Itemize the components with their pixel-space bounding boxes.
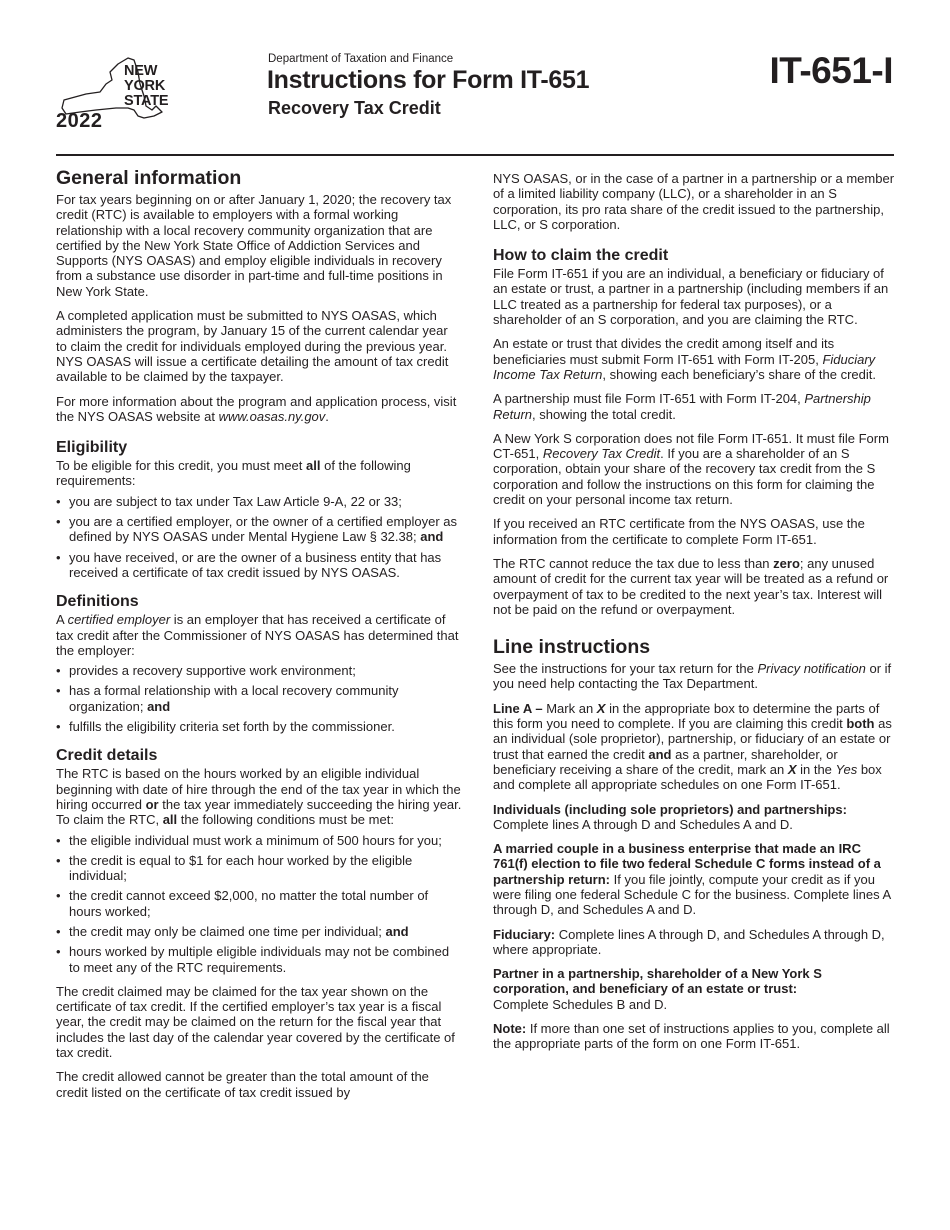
general-paragraph-3	[56, 394, 462, 425]
header-divider	[56, 154, 894, 156]
claim-p3-form: Partnership Return	[493, 391, 871, 422]
credit-intro-mid: the tax year immediately succeeding the hiring year. To claim the RTC,	[56, 796, 462, 828]
credit-intro-end: the following conditions must be met:	[177, 812, 394, 828]
claim-paragraph-2	[493, 336, 898, 382]
claim-p2-text: An estate or trust that divides the credit among itself and its beneficiaries must submit Form IT-651 with Form IT-205,	[493, 336, 835, 367]
married-couple-instructions	[493, 841, 898, 917]
credit-intro	[56, 766, 462, 827]
list-item: • you are subject to tax under Tax Law Article 9-A, 22 or 33;	[56, 494, 462, 509]
document-header	[0, 0, 950, 160]
list-item: • hours worked by multiple eligible individuals may not be combined to meet any of the RTC requirements.	[56, 944, 462, 975]
claim-p6-end: ; any unused amount of credit for the current tax year will be treated as a refund or overpayment of tax to be credited to the next year’s tax. Interest will not be paid on the refund or overpayment.	[493, 555, 889, 617]
definitions-list	[56, 663, 462, 734]
line-a-text-5: in the	[796, 761, 836, 777]
partner-label: Partner in a partnership, shareholder of a New York S corporation, and beneficiary of an estate or trust:	[493, 966, 822, 997]
general-paragraph-1: For tax years beginning on or after January 1, 2020; the recovery tax credit (RTC) is available to employers with a formal working relationship with a local recovery community organization that are certified by the New York State Office of Addiction Services and Supports (NYS OASAS) and employ eligible individuals in recovery from a substance use disorder in part-time and full-time positions in New York State.	[56, 192, 452, 299]
claim-paragraph-4	[493, 431, 898, 507]
note-label: Note:	[493, 1021, 527, 1037]
credit-details-heading: Credit details	[56, 747, 158, 765]
claim-paragraph-5: If you received an RTC certificate from the NYS OASAS, use the information from the certificate to complete Form IT-651.	[493, 516, 865, 547]
definitions-term: certified employer	[67, 612, 171, 628]
claim-p2-end: , showing each beneficiary’s share of the credit.	[602, 366, 876, 382]
list-item	[56, 683, 462, 714]
eligibility-intro	[56, 458, 462, 489]
credit-paragraph-2: The credit claimed may be claimed for the tax year shown on the certificate of tax credit. If the certified employer’s tax year is a fiscal year, the credit may be claimed on the return for the fiscal year that includes the last day of the calendar year covered by the certificate of tax credit.	[56, 983, 455, 1061]
claim-p2-form: Fiduciary Income Tax Return	[493, 351, 876, 382]
left-column	[56, 166, 462, 1109]
list-item	[56, 924, 462, 939]
list-item: • you have received, or are the owner of a business entity that has received a certificate of tax credit issued by NYS OASAS.	[56, 550, 462, 581]
form-number: IT-651-I	[769, 50, 893, 91]
line-a-text-3: as an individual (sole proprietor), partnership, or fiduciary of an estate or trust that earned the credit	[493, 716, 892, 762]
credit-paragraph-3: The credit allowed cannot be greater than the total amount of the credit listed on the certificate of tax credit issued by	[56, 1069, 429, 1100]
general-information-heading: General information	[56, 167, 242, 189]
eligibility-heading: Eligibility	[56, 439, 128, 457]
line-a-text-6: box and complete all appropriate schedules on one Form IT-651.	[493, 761, 882, 793]
line-a-yes: Yes	[835, 761, 858, 777]
logo-word-state: STATE	[124, 93, 169, 109]
eligibility-intro-end: of the following requirements:	[56, 458, 411, 489]
note-text: If more than one set of instructions applies to you, complete all the appropriate parts of the form on one Form IT-651.	[493, 1021, 890, 1052]
definitions-intro-end: is an employer that has received a certificate of tax credit after the Commissioner of NYS OASAS has determined that the employer:	[56, 612, 459, 658]
page-subtitle: Recovery Tax Credit	[268, 98, 441, 118]
list-item-text: has a formal relationship with a local recovery community organization;	[69, 683, 399, 714]
definitions-intro	[56, 612, 462, 658]
individuals-label: Individuals (including sole proprietors) and partnerships:	[493, 801, 847, 817]
list-item: • fulfills the eligibility criteria set forth by the commissioner.	[56, 719, 462, 734]
line-p1-end: or if you need help contacting the Tax Department.	[493, 661, 892, 692]
list-item-and: and	[385, 923, 409, 939]
definitions-heading: Definitions	[56, 593, 139, 611]
claim-p3-end: , showing the total credit.	[532, 406, 676, 422]
how-to-claim-heading: How to claim the credit	[493, 247, 669, 265]
tax-year: 2022	[56, 110, 103, 132]
logo-word-york: YORK	[124, 78, 166, 94]
line-a-text-1: Mark an	[542, 700, 597, 716]
line-p1-text: See the instructions for your tax return for the	[493, 661, 758, 677]
claim-p4-end: . If you are a shareholder of an S corporation, obtain your share of the recovery tax credit from the S corporation and follow the instructions on this form for claiming the credit on your personal income tax return.	[493, 446, 876, 508]
department-name: Department of Taxation and Finance	[268, 53, 454, 65]
partner-instructions	[493, 966, 898, 1012]
general-paragraph-2: A completed application must be submitted to NYS OASAS, which administers the program, by January 15 of the current calendar year to claim the credit for individuals employed during the previous year. NYS OASAS will issue a certificate detailing the amount of tax credit available to be claimed by the taxpayer.	[56, 308, 449, 385]
right-column	[493, 171, 898, 1061]
individuals-text: Complete lines A through D and Schedules A and D.	[493, 816, 793, 832]
list-item-text: the credit may only be claimed one time per individual;	[69, 923, 386, 939]
claim-paragraph-6	[493, 556, 898, 617]
line-a-text-2: in the appropriate box to determine the parts of this form you need to complete. If you are claiming this credit	[493, 700, 880, 732]
line-a-x-mark-2: X	[787, 761, 797, 777]
list-item: • the credit is equal to $1 for each hour worked by the eligible individual;	[56, 853, 462, 884]
married-couple-label: A married couple in a business enterprise that made an IRC 761(f) election to file two federal Schedule C forms instead of a partnership return:	[493, 841, 881, 887]
new-york-state-logo	[56, 52, 186, 132]
claim-p6-text: The RTC cannot reduce the tax due to less than	[493, 555, 774, 571]
credit-paragraph-3-continued: NYS OASAS, or in the case of a partner in a partnership or a member of a limited liability company (LLC), or a shareholder in an S corporation, its pro rata share of the credit issued to the partnership, LLC, or S corporation.	[493, 171, 895, 232]
line-a-instructions	[493, 701, 898, 793]
logo-word-new: NEW	[124, 63, 158, 79]
credit-intro-or: or	[145, 796, 159, 812]
line-a-label: Line A –	[493, 700, 543, 716]
line-a-x-mark: X	[596, 700, 606, 716]
page-title: Instructions for Form IT-651	[267, 66, 590, 94]
list-item: • the eligible individual must work a minimum of 500 hours for you;	[56, 833, 462, 848]
general-p3-end: .	[325, 408, 329, 424]
line-a-text-4: as a partner, shareholder, or beneficiary receiving a share of the credit, mark an	[493, 746, 838, 777]
line-a-both: both	[846, 716, 875, 732]
claim-p4-text: A New York S corporation does not file Form IT-651. It must file Form CT-651,	[493, 430, 889, 462]
fiduciary-text: Complete lines A through D, and Schedules A through D, where appropriate.	[493, 926, 885, 957]
oasas-website-link[interactable]: www.oasas.ny.gov	[218, 408, 326, 424]
fiduciary-label: Fiduciary:	[493, 926, 556, 942]
individuals-instructions	[493, 802, 898, 833]
fiduciary-instructions	[493, 927, 898, 958]
credit-intro-all: all	[162, 812, 178, 828]
note	[493, 1021, 898, 1052]
eligibility-intro-all: all	[306, 458, 321, 474]
general-p3-text: For more information about the program and application process, visit the NYS OASAS website at	[56, 393, 457, 424]
list-item: • the credit cannot exceed $2,000, no matter the total number of hours worked;	[56, 888, 462, 919]
line-paragraph-1	[493, 661, 898, 692]
list-item: • provides a recovery supportive work environment;	[56, 663, 462, 678]
line-instructions-heading: Line instructions	[493, 636, 651, 659]
list-item-text: you are a certified employer, or the owner of a certified employer as defined by NYS OASAS under Mental Hygiene Law § 32.38;	[69, 514, 458, 545]
credit-intro-text: The RTC is based on the hours worked by an eligible individual beginning with date of hire through the end of the tax year in which the hiring occurred	[56, 766, 461, 812]
eligibility-list	[56, 494, 462, 580]
list-item-and: and	[420, 529, 444, 545]
line-p1-term: Privacy notification	[757, 661, 866, 677]
credit-conditions-list	[56, 833, 462, 975]
claim-p3-text: A partnership must file Form IT-651 with Form IT-204,	[493, 391, 805, 407]
list-item	[56, 514, 462, 545]
claim-p4-form: Recovery Tax Credit	[542, 446, 661, 462]
claim-paragraph-3	[493, 391, 898, 422]
married-couple-text: If you file jointly, compute your credit as if you were filing one federal Schedule C for the business. Complete lines A through D, and Schedules A and D.	[493, 871, 891, 918]
partner-text: Complete Schedules B and D.	[493, 996, 668, 1012]
definitions-intro-text: A	[56, 612, 68, 628]
list-item-and: and	[147, 698, 171, 714]
eligibility-intro-text: To be eligible for this credit, you must meet	[56, 458, 307, 474]
claim-paragraph-1: File Form IT-651 if you are an individual, a beneficiary or fiduciary of an estate or trust, a partner in a partnership (including members if an LLC treated as a partnership for federal tax purposes), or a shareholder of an S corporation, and you are claiming the RTC.	[493, 266, 889, 328]
line-a-and: and	[648, 746, 672, 762]
claim-p6-zero: zero	[773, 555, 800, 571]
